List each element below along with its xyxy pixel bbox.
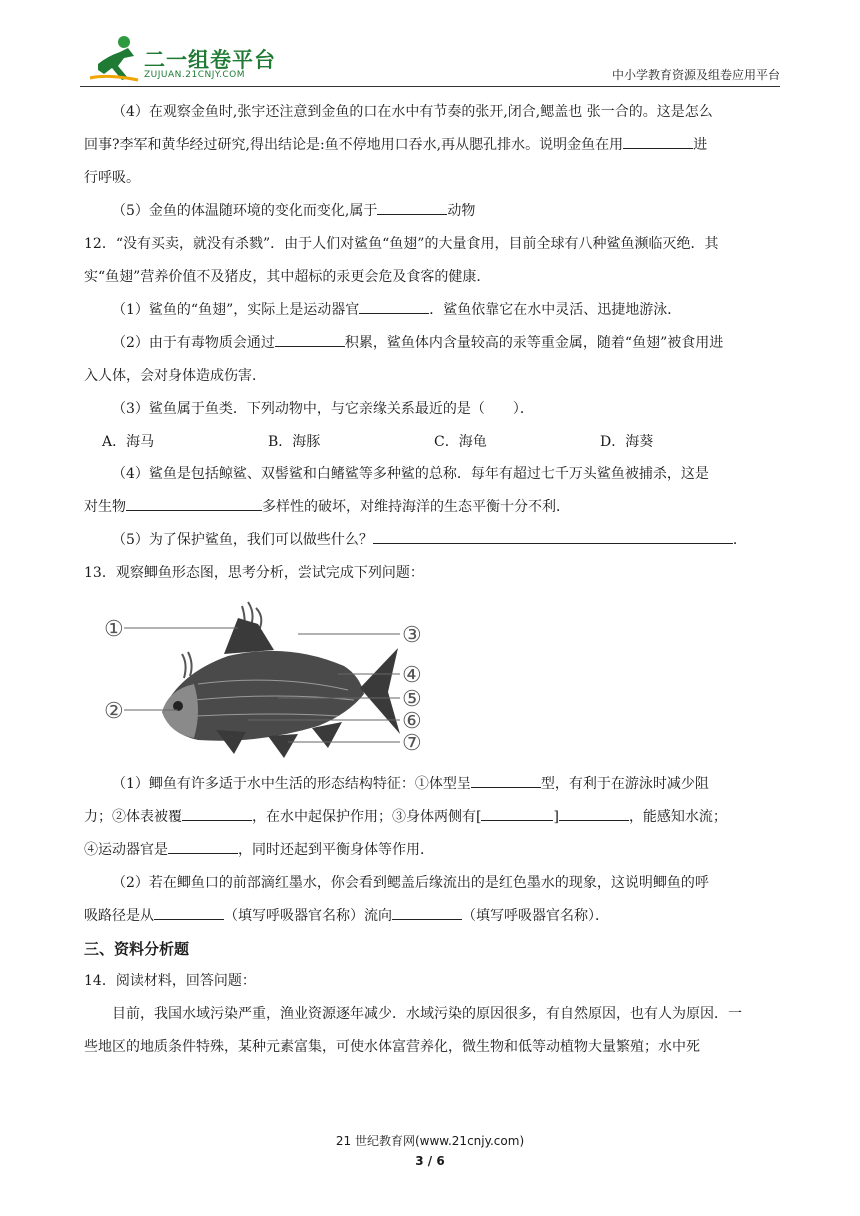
q13-part1-line2: 力；②体表被覆 ，在水中起保护作用；③身体两侧有[ ] ，能感知水流； bbox=[84, 801, 780, 834]
q12-part2: （2）由于有毒物质会通过 积累，鲨鱼体内含量较高的汞等重金属，随着“鱼翅”被食用进 bbox=[84, 327, 780, 360]
q12-part4-line2: 对生物 多样性的破坏，对维持海洋的生态平衡十分不利． bbox=[84, 491, 780, 524]
fig-label-6: ⑥ bbox=[402, 709, 422, 734]
q12-part3: （3）鲨鱼属于鱼类．下列动物中，与它亲缘关系最近的是（ ）． bbox=[112, 401, 534, 417]
logo-subtitle: ZUJUAN.21CNJY.COM bbox=[144, 70, 246, 80]
fish-illustration bbox=[98, 594, 438, 764]
q11-part4-line1: （4）在观察金鱼时,张宇还注意到金鱼的口在水中有节奏的张开,闭合,鳃盖也 张一合的。这是怎么 bbox=[112, 104, 713, 120]
q13-part1-line3: ④运动器官是 ，同时还起到平衡身体等作用． bbox=[84, 834, 780, 867]
page-content bbox=[84, 96, 780, 1064]
q12-part1: （1）鲨鱼的“鱼翅”，实际上是运动器官 ．鲨鱼依靠它在水中灵活、迅捷地游泳． bbox=[84, 294, 780, 327]
answer-blank[interactable] bbox=[392, 903, 462, 920]
q12-part5: （5）为了保护鲨鱼，我们可以做些什么？ ． bbox=[84, 524, 780, 557]
header-divider bbox=[80, 86, 780, 87]
logo-title: 二一组卷平台 bbox=[144, 48, 276, 72]
q11-part5: （5）金鱼的体温随环境的变化而变化,属于 动物 bbox=[84, 195, 780, 228]
answer-blank[interactable] bbox=[182, 804, 252, 821]
fig-label-7: ⑦ bbox=[402, 731, 422, 756]
answer-blank[interactable] bbox=[126, 494, 262, 511]
answer-blank[interactable] bbox=[154, 903, 224, 920]
option-c[interactable]: C．海龟 bbox=[434, 434, 487, 450]
answer-blank[interactable] bbox=[623, 132, 693, 149]
q11-part4-line2: 回事?李军和黄华经过研究,得出结论是:鱼不停地用口吞水,再从腮孔排水。说明金鱼在用 进 bbox=[84, 129, 780, 162]
answer-blank[interactable] bbox=[359, 297, 429, 314]
answer-blank[interactable] bbox=[481, 804, 553, 821]
footer-site: 21 世纪教育网(www.21cnjy.com) bbox=[335, 1134, 525, 1148]
fig-label-1: ① bbox=[104, 617, 124, 642]
q12-options bbox=[84, 426, 780, 458]
q14-stem: 14．阅读材料，回答问题： bbox=[84, 973, 256, 989]
runner-logo-icon bbox=[88, 34, 144, 84]
header-platform-text: 中小学教育资源及组卷应用平台 bbox=[611, 68, 780, 82]
answer-blank[interactable] bbox=[559, 804, 629, 821]
q11-part4-line3: 行呼吸。 bbox=[84, 170, 140, 186]
answer-blank[interactable] bbox=[373, 527, 733, 544]
fig-label-5: ⑤ bbox=[402, 687, 422, 712]
answer-blank[interactable] bbox=[275, 330, 345, 347]
page-header bbox=[80, 30, 780, 90]
answer-blank[interactable] bbox=[471, 771, 541, 788]
q12-part4-line1: （4）鲨鱼是包括鲸鲨、双髻鲨和白鳍鲨等多种鲨的总称．每年有超过七千万头鲨鱼被捕杀，这是 bbox=[112, 466, 709, 482]
q13-stem: 13．观察鲫鱼形态图，思考分析，尝试完成下列问题： bbox=[84, 565, 424, 581]
option-d[interactable]: D．海葵 bbox=[600, 434, 654, 450]
footer-page-number: 3 / 6 bbox=[415, 1154, 445, 1168]
q12-part2-line2: 入人体，会对身体造成伤害． bbox=[84, 368, 266, 384]
q13-part1-line1: （1）鲫鱼有许多适于水中生活的形态结构特征：①体型呈 型，有利于在游泳时减少阻 bbox=[84, 768, 780, 801]
q12-stem-line2: 实“鱼翅”营养价值不及猪皮，其中超标的汞更会危及食客的健康． bbox=[84, 269, 491, 285]
q13-part2-line1: （2）若在鲫鱼口的前部滴红墨水，你会看到鳃盖后缘流出的是红色墨水的现象，这说明鲫鱼的呼 bbox=[112, 875, 709, 891]
option-b[interactable]: B．海豚 bbox=[268, 434, 321, 450]
section-title: 三、资料分析题 bbox=[84, 940, 190, 958]
option-a[interactable]: A．海马 bbox=[102, 434, 155, 450]
answer-blank[interactable] bbox=[377, 198, 447, 215]
q12-stem-line1: 12．“没有买卖，就没有杀戮”．由于人们对鲨鱼“鱼翅”的大量食用，目前全球有八种鲨鱼濒临灭绝．其 bbox=[84, 236, 719, 252]
fig-label-4: ④ bbox=[402, 663, 422, 688]
answer-blank[interactable] bbox=[168, 837, 238, 854]
fig-label-2: ② bbox=[104, 699, 124, 724]
q14-passage-line1: 目前，我国水域污染严重，渔业资源逐年减少．水域污染的原因很多，有自然原因，也有人为原因．一 bbox=[112, 1006, 742, 1022]
q13-part2-line2: 吸路径是从 （填写呼吸器官名称）流向 （填写呼吸器官名称）． bbox=[84, 900, 780, 933]
crucian-carp-figure bbox=[98, 594, 438, 764]
fig-label-3: ③ bbox=[402, 623, 422, 648]
q14-passage-line2: 些地区的地质条件特殊，某种元素富集，可使水体富营养化，微生物和低等动植物大量繁殖；水中死 bbox=[84, 1039, 700, 1055]
